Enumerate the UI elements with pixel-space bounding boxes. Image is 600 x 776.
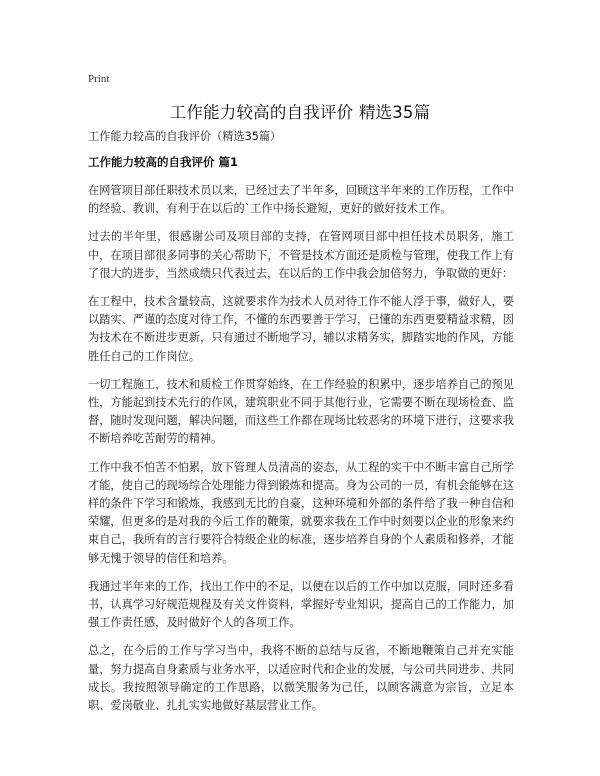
document-subtitle: 工作能力较高的自我评价（精选35篇） <box>88 130 282 143</box>
print-link[interactable]: Print <box>88 73 110 85</box>
document-title: 工作能力较高的自我评价 精选35篇 <box>169 103 431 122</box>
paragraph-4: 一切工程施工，技术和质检工作贯穿始终，在工作经验的积累中，逐步培养自己的预见性，方能起到技术先行的作风，建筑职业不同于其他行业，它需要不断在现场检查、监督，随时发现问题，解决问题，而这些工作都在现场比较恶劣的环境下进行，这要求我不断培养吃苦耐劳的精神。 <box>88 377 514 446</box>
paragraph-5: 工作中我不怕苦不怕累，放下管理人员清高的姿态，从工程的实干中不断丰富自己所学才能，使自己的现场综合处理能力得到锻炼和提高。身为公司的一员，有机会能够在这样的条件下学习和锻炼，我感到无比的自豪，这种环境和外部的条件给了我一种自信和荣耀，但更多的是对我的今后工作的鞭策，就要求我在工作中时刻要以企业的形象来约束自己，我所有的言行要符合特级企业的标准，逐步培养自身的个人素质和修养，才能够无愧于领导的信任和培养。 <box>88 460 514 565</box>
document-body <box>88 182 514 725</box>
section-heading: 工作能力较高的自我评价 篇1 <box>88 155 239 169</box>
paragraph-7: 总之，在今后的工作与学习当中，我将不断的总结与反省，不断地鞭策自己并充实能量，努力提高自身素质与业务水平，以适应时代和企业的发展，与公司共同进步、共同成长。我按照领导确定的工作思路，以微笑服务为己任，以顾客满意为宗旨，立足本职、爱岗敬业、扎扎实实地做好基层营业工作。 <box>88 644 514 713</box>
paragraph-3: 在工程中，技术含量较高，这就要求作为技术人员对待工作不能人浮于事，做好人，要以踏实、严谨的态度对待工作，不懂的东西要善于学习，已懂的东西更要精益求精，因为技术在不断进步更新，只有通过不断地学习，辅以求精务实，脚踏实地的作风，方能胜任自己的工作岗位。 <box>88 295 514 363</box>
paragraph-6: 我通过半年来的工作，找出工作中的不足，以便在以后的工作中加以克服，同时还多看书，认真学习好规范规程及有关文件资料，掌握好专业知识，提高自己的工作能力，加强工作责任感，及时做好个人的各项工作。 <box>88 579 514 630</box>
paragraph-1: 在网管项目部任职技术员以来，已经过去了半年多，回顾这半年来的工作历程，工作中的经验、教训，有利于在以后的`工作中扬长避短，更好的做好技术工作。 <box>88 184 514 216</box>
paragraph-2: 过去的半年里，很感谢公司及项目部的支持，在管网项目部中担任技术员职务，施工中，在项目部很多同事的关心帮助下，不管是技术方面还是质检与管理，使我工作上有了很大的进步，当然成绩只代表过去，在以后的工作中我会加倍努力，争取做的更好： <box>88 230 514 280</box>
